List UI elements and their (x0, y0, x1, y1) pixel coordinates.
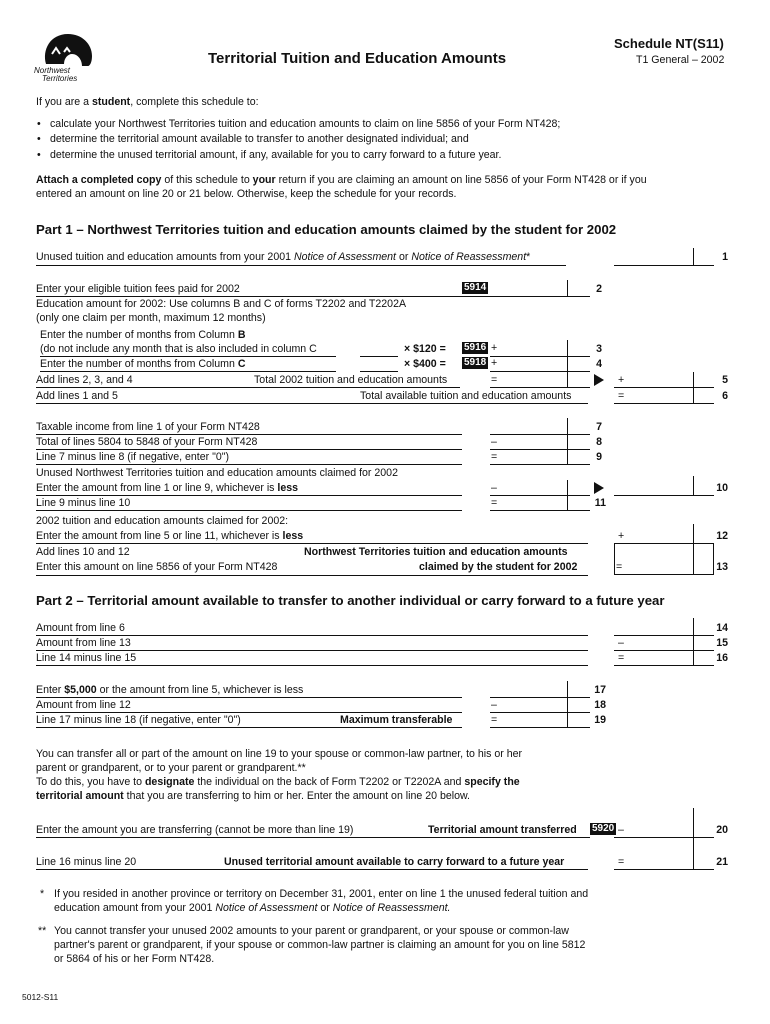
line6-field-rule (614, 403, 714, 404)
line16-label: Line 14 minus line 15 (36, 652, 137, 664)
line4-col-c: C (237, 358, 246, 370)
note1-nor: Notice of Reassessment. (332, 902, 451, 914)
note1-text: education amount from your 2001 (54, 902, 216, 914)
code-5916: 5916 (464, 342, 487, 353)
line3-label (40, 329, 246, 342)
line13-total-label-1: Northwest Territories tuition and education amounts (304, 546, 568, 558)
line-number-16: 16 (716, 652, 728, 664)
line5-rule (36, 387, 460, 388)
note1-line1: If you resided in another province or territory on December 31, 2001, enter on line 1 the unused federal tuition and (54, 888, 589, 900)
line12-text: Enter the amount from line 5 or line 11, whichever is (36, 530, 283, 542)
line14-amount-field[interactable] (614, 618, 714, 635)
line10-pre: Unused Northwest Territories tuition and education amounts claimed for 2002 (36, 467, 398, 479)
line6-label: Add lines 1 and 5 (36, 390, 118, 402)
line3-multiplier: × $120 = (404, 343, 446, 355)
code-5918: 5918 (464, 357, 487, 368)
line5-equals: = (491, 374, 498, 386)
line-number-4: 4 (596, 358, 602, 370)
education-desc-2: (only one claim per month, maximum 12 months) (36, 312, 266, 324)
line9-equals: = (491, 451, 498, 463)
line17-text-2: or the amount from line 5, whichever is less (96, 684, 304, 696)
line4-months-field[interactable] (360, 371, 398, 372)
line1-nor: Notice of Reassessment (411, 251, 527, 263)
form-code: 5012-S11 (22, 992, 59, 1002)
line11-equals: = (491, 497, 498, 509)
line-number-13: 13 (716, 561, 728, 573)
line-number-10: 10 (716, 482, 728, 494)
note2-line1: You cannot transfer your unused 2002 amounts to your parent or grandparent, or your spouse or common-law (54, 925, 569, 937)
line-number-2: 2 (596, 283, 602, 295)
transfer-specify: specify the (464, 776, 520, 788)
intro-lead-text: If you are a (36, 96, 92, 108)
line17-rule (36, 697, 462, 698)
line5-total-label: Total 2002 tuition and education amounts (254, 374, 448, 386)
line3-months-field[interactable] (360, 356, 398, 357)
line19-label: Line 17 minus line 18 (if negative, enter "0") (36, 714, 241, 726)
line-number-21: 21 (716, 856, 728, 868)
line20-label: Enter the amount you are transferring (cannot be more than line 19) (36, 824, 354, 836)
line-number-1: 1 (722, 251, 728, 263)
transfer-territorial-amount: territorial amount (36, 790, 124, 802)
line17-amount-field[interactable] (490, 681, 590, 697)
line-number-3: 3 (596, 343, 602, 355)
line12-amount-field[interactable] (614, 524, 714, 543)
line8-minus: – (491, 436, 497, 448)
attach-instruction-2: entered an amount on line 20 or 21 below. Otherwise, keep the schedule for your records. (36, 188, 457, 200)
line1-amount-field[interactable] (614, 248, 714, 265)
transfer-text-2: the individual on the back of Form T2202 or T2202A and (194, 776, 465, 788)
line13-total-label-2: claimed by the student for 2002 (419, 561, 578, 573)
line14-label: Amount from line 6 (36, 622, 125, 634)
line2-amount-field[interactable] (490, 280, 590, 296)
note1-star: * (40, 888, 45, 900)
line9-field-rule (490, 464, 590, 465)
line21-amount-field[interactable] (614, 837, 714, 869)
line6-equals: = (618, 390, 625, 402)
transfer-para-2: parent or grandparent, or to your parent or grandparent.** (36, 762, 306, 774)
line19-equals: = (491, 714, 498, 726)
line14-rule (36, 635, 588, 636)
line3-plus: + (491, 342, 498, 354)
line19-rule (36, 727, 462, 728)
line18-rule (36, 712, 462, 713)
line1-rule (36, 265, 566, 266)
line5-plus: + (618, 374, 625, 386)
line15-amount-field[interactable] (614, 635, 714, 650)
line15-rule (36, 650, 588, 651)
line10-rule (36, 495, 462, 496)
line10-mid-cents-divider (567, 480, 568, 495)
attach-text-2: return if you are claiming an amount on line 5856 of your Form NT428 or if you (275, 174, 647, 186)
code-5914: 5914 (464, 282, 487, 293)
intro-bullet-1: • calculate your Northwest Territories tuition and education amounts to claim on line 5856 of your Form NT428; (50, 118, 560, 131)
education-desc-1: Education amount for 2002: Use columns B and C of forms T2202 and T2202A (36, 298, 407, 310)
line2-field-rule (490, 296, 590, 297)
intro-lead-text-2: , complete this schedule to: (130, 96, 259, 108)
line20-minus: – (618, 824, 624, 836)
line7-rule (36, 434, 462, 435)
line12-pre: 2002 tuition and education amounts claimed for 2002: (36, 515, 289, 527)
logo-text-territories: Territories (42, 74, 78, 83)
line8-label: Total of lines 5804 to 5848 of your Form NT428 (36, 436, 258, 448)
line16-field-rule (614, 665, 714, 666)
line10-text: Enter the amount from line 1 or line 9, whichever is (36, 482, 278, 494)
transfer-text: To do this, you have to (36, 776, 145, 788)
line17-amount: $5,000 (64, 684, 97, 696)
attach-bold: Attach a completed copy (36, 174, 162, 186)
line19-field-rule (490, 727, 590, 728)
line11-field-rule (490, 510, 590, 511)
line1-or: or (396, 251, 412, 263)
line1-field-rule (614, 265, 714, 266)
line17-text: Enter (36, 684, 65, 696)
line-number-12: 12 (716, 530, 728, 542)
line4-label (40, 358, 246, 371)
line9-rule (36, 464, 462, 465)
line4-rule (40, 371, 336, 372)
line11-amount-field[interactable] (490, 495, 590, 510)
line11-label: Line 9 minus line 10 (36, 497, 131, 509)
transfer-designate: designate (144, 776, 195, 788)
line10-field-rule (614, 495, 714, 496)
line7-amount-field[interactable] (490, 418, 590, 434)
line4-plus: + (491, 357, 498, 369)
line13-amount-field[interactable] (614, 543, 714, 575)
line6-amount-field[interactable] (614, 388, 714, 403)
line7-label: Taxable income from line 1 of your Form NT428 (36, 421, 260, 433)
line20-total-label: Territorial amount transferred (428, 824, 577, 836)
line-number-8: 8 (596, 436, 602, 448)
part1-heading: Part 1 – Northwest Territories tuition and education amounts claimed by the student for 2002 (36, 222, 617, 237)
line10-amount-field[interactable] (614, 476, 714, 495)
line21-label: Line 16 minus line 20 (36, 856, 137, 868)
intro-lead (36, 96, 259, 109)
line2-label: Enter your eligible tuition fees paid for 2002 (36, 283, 240, 295)
line-number-20: 20 (716, 824, 728, 836)
line-number-19: 19 (594, 714, 606, 726)
line10-minus: – (491, 482, 497, 494)
line21-field-rule (614, 869, 714, 870)
note1-noa: Notice of Assessment (215, 902, 318, 914)
logo-text-northwest: Northwest (34, 66, 71, 75)
polar-bear-logo-icon (34, 28, 98, 68)
line-number-17: 17 (594, 684, 606, 696)
line-number-5: 5 (722, 374, 728, 386)
note1-or: or (317, 902, 333, 914)
line16-equals: = (618, 652, 625, 664)
line1-star: * (526, 251, 531, 263)
transfer-text-3: that you are transferring to him or her. Enter the amount on line 20 below. (123, 790, 470, 802)
note1-line2 (54, 902, 451, 915)
note2-line3: or 5864 of his or her Form NT428. (54, 953, 215, 965)
transfer-para-4 (36, 790, 470, 803)
line13-rule (36, 575, 588, 576)
intro-bullet-2: • determine the territorial amount available to transfer to another designated individual; and (50, 133, 469, 146)
intro-bullet-3: • determine the unused territorial amount, if any, available for you to carry forward to a future year. (50, 149, 501, 162)
arrow-right-icon (594, 374, 604, 386)
line17-label (36, 684, 303, 697)
transfer-para-3 (36, 776, 520, 789)
line4-text: Enter the number of months from Column (40, 358, 238, 370)
line6-total-label: Total available tuition and education amounts (360, 390, 572, 402)
line-number-11: 11 (594, 497, 606, 509)
line16-rule (36, 665, 588, 666)
line16-amount-field[interactable] (614, 650, 714, 665)
arrow-right-icon (594, 482, 604, 494)
line18-label: Amount from line 12 (36, 699, 131, 711)
line-number-15: 15 (716, 637, 728, 649)
line13-enter: Enter this amount on line 5856 of your Form NT428 (36, 561, 278, 573)
line21-rule (36, 869, 588, 870)
line-number-18: 18 (594, 699, 606, 711)
line15-label: Amount from line 13 (36, 637, 131, 649)
line3-col-b: B (237, 329, 246, 341)
attach-bold-your: your (252, 174, 276, 186)
line1-text: Unused tuition and education amounts from your 2001 (36, 251, 294, 263)
line6-rule (36, 403, 588, 404)
note2-line2: partner's parent or grandparent, if your spouse or common-law partner is claiming an amount for you on line 5812 (54, 939, 586, 951)
line5-mid-cents-divider (567, 372, 568, 387)
line12-rule (36, 543, 588, 544)
line20-amount-field[interactable] (614, 808, 714, 837)
line3-note: (do not include any month that is also included in column C (40, 343, 317, 355)
form-title: Territorial Tuition and Education Amounts (208, 50, 507, 67)
form-year: T1 General – 2002 (636, 54, 725, 66)
line3-amount-field[interactable] (490, 340, 590, 356)
line5-mid-field-rule (490, 387, 590, 388)
part2-heading: Part 2 – Territorial amount available to transfer to another individual or carry forward to a future year (36, 593, 665, 608)
transfer-para-1: You can transfer all or part of the amount on line 19 to your spouse or common-law partner, to his or her (36, 748, 523, 760)
attach-instruction-1 (36, 174, 647, 187)
nwt-logo (34, 28, 98, 84)
line10-label (36, 482, 298, 495)
line2-rule (36, 296, 490, 297)
line8-amount-field[interactable] (490, 434, 590, 449)
line1-noa: Notice of Assessment (293, 251, 397, 263)
attach-text: of this schedule to (161, 174, 253, 186)
line-number-6: 6 (722, 390, 728, 402)
line4-field-rule (490, 371, 590, 372)
line15-minus: – (618, 637, 624, 649)
line3-text: Enter the number of months from Column (40, 329, 238, 341)
line4-amount-field[interactable] (490, 356, 590, 371)
note2-star: ** (38, 925, 47, 937)
line13-cents-divider (693, 543, 694, 575)
line12-label (36, 530, 303, 543)
line-number-14: 14 (716, 622, 728, 634)
line21-total-label: Unused territorial amount available to carry forward to a future year (224, 856, 565, 868)
line1-label (36, 251, 530, 264)
line21-equals: = (618, 856, 625, 868)
line9-amount-field[interactable] (490, 449, 590, 464)
line10-less: less (277, 482, 299, 494)
line12-plus: + (618, 530, 625, 542)
code-5920: 5920 (592, 823, 615, 834)
line4-multiplier: × $400 = (404, 358, 446, 370)
line19-max-label: Maximum transferable (340, 714, 453, 726)
line5-amount-field[interactable] (614, 372, 714, 387)
line8-rule (36, 449, 462, 450)
line3-rule (40, 356, 336, 357)
line9-label: Line 7 minus line 8 (if negative, enter "0") (36, 451, 230, 463)
line18-amount-field[interactable] (490, 697, 590, 712)
line19-amount-field[interactable] (490, 712, 590, 727)
line13-add: Add lines 10 and 12 (36, 546, 130, 558)
line-number-9: 9 (596, 451, 602, 463)
line-number-7: 7 (596, 421, 602, 433)
line12-less: less (282, 530, 304, 542)
line11-rule (36, 510, 462, 511)
line5-label: Add lines 2, 3, and 4 (36, 374, 133, 386)
line13-equals: = (616, 561, 623, 573)
schedule-id: Schedule NT(S11) (614, 36, 724, 51)
intro-lead-bold: student (91, 96, 131, 108)
line18-minus: – (491, 699, 497, 711)
line20-rule (36, 837, 590, 838)
